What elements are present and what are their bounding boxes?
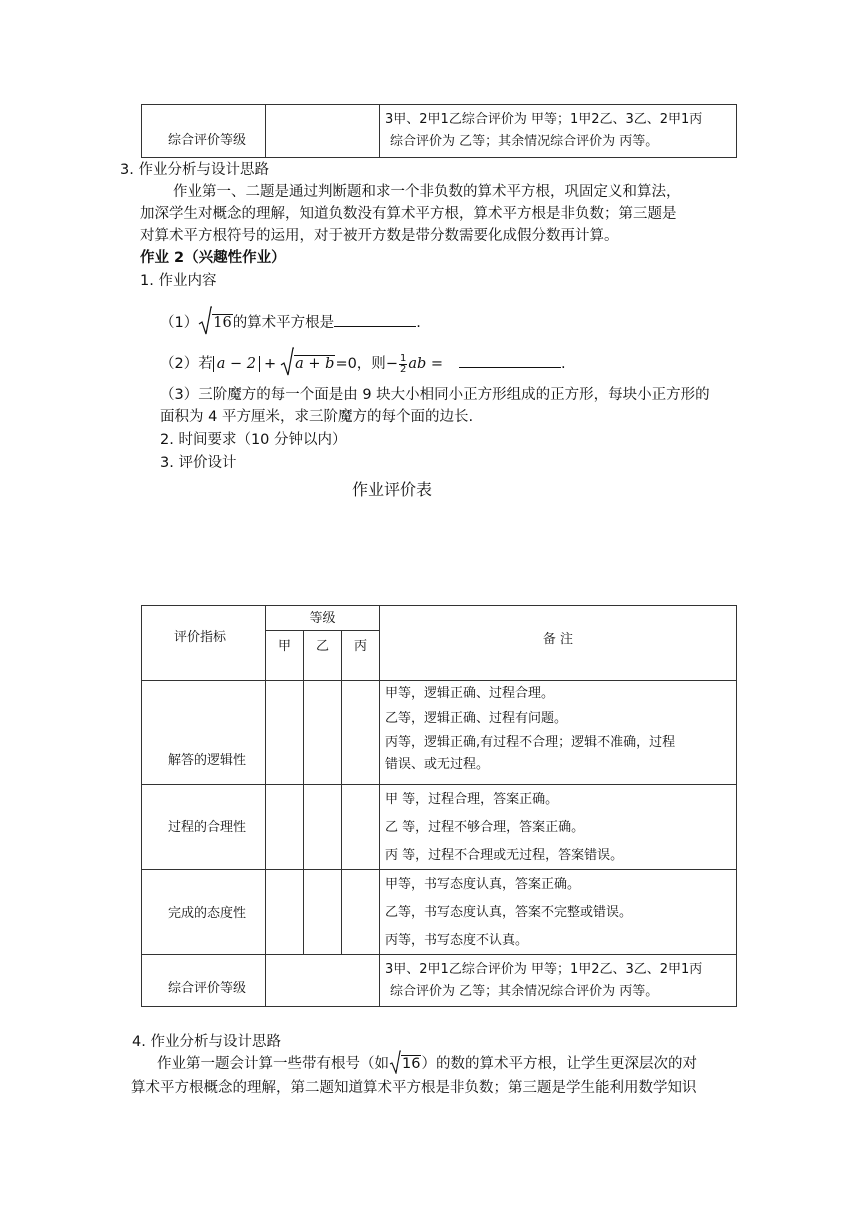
sqrt-sign-icon [280,347,294,377]
section3-heading: 3. 作业分析与设计思路 [120,162,269,178]
row2-grade-b[interactable] [304,785,342,870]
top-table-empty-cell [266,105,380,158]
section3-para-line1: 作业第一、二题是通过判断题和求一个非负数的算术平方根，巩固定义和算法， [173,184,681,200]
row3-note2: 乙等，书写态度认真，答案不完整或错误。 [385,905,633,920]
q2-abs-expression: a − 2 [213,356,260,372]
top-table-note-cell [380,105,737,158]
row4-grade-merged[interactable] [266,955,380,1007]
row2-grade-a[interactable] [266,785,304,870]
grade-a-label: 甲 [277,639,291,654]
table-title: 作业评价表 [352,480,433,499]
row1-note1: 甲等，逻辑正确、过程合理。 [385,686,555,701]
hw2-content-heading: 1. 作业内容 [140,273,217,289]
row2-grade-c[interactable] [342,785,380,870]
q2-sqrt [280,347,335,379]
q3-line1: （3）三阶魔方的每一个面是由 9 块大小相同小正方形组成的正方形，每块小正方形的 [160,387,710,403]
section4-para-line2: 算术平方根概念的理解，第二题知道算术平方根是非负数；第三题是学生能利用数学知识 [131,1080,697,1096]
section3-para-line2: 加深学生对概念的理解，知道负数没有算术平方根，算术平方根是非负数；第三题是 [140,206,677,222]
top-table-note-line1: 3甲、2甲1乙综合评价为 甲等；1甲2乙、3乙、2甲1丙 [385,112,703,127]
row3-note3: 丙等，书写态度不认真。 [385,933,529,948]
header-level: 等级 [309,611,336,626]
q2-fraction-num: 1 [399,352,407,364]
sqrt-sign-icon [389,1050,401,1074]
grade-col-b [304,631,342,681]
question-1 [160,306,421,336]
q1-sqrt [198,306,232,337]
row2-note1: 甲 等，过程合理，答案正确。 [385,792,559,807]
q1-end: . [416,315,421,331]
row1-note3: 丙等，逻辑正确,有过程不合理；逻辑不准确，过程 [385,735,676,750]
q3-line2: 面积为 4 平方厘米，求三阶魔方的每个面的边长. [160,409,474,425]
row4-label: 综合评价等级 [168,981,247,996]
q1-prefix: （1） [160,315,199,331]
header-note-cell [380,606,737,681]
header-note: 备 注 [542,632,574,647]
q2-neg: − [385,356,398,372]
q2-answer-blank[interactable] [459,351,561,368]
q1-answer-blank[interactable] [334,310,416,327]
section4-sqrt [389,1050,421,1078]
row4-note-cell [380,955,737,1007]
top-table-label-cell [142,105,266,158]
row1-grade-c[interactable] [342,681,380,785]
question-2 [160,347,566,379]
section4-para-line1 [157,1050,697,1078]
q2-prefix: （2）若 [160,356,213,372]
top-table-label: 综合评价等级 [168,133,247,148]
evaluation-table [141,605,737,1007]
row2-note3: 丙 等，过程不合理或无过程，答案错误。 [385,848,624,863]
sqrt-sign-icon [198,306,212,336]
hw2-title: 作业 2（兴趣性作业） [140,250,286,266]
q2-fraction-den: 2 [399,363,407,375]
row2-label: 过程的合理性 [168,820,247,835]
grade-col-a [266,631,304,681]
row4-label-cell [142,955,266,1007]
q2-eq0: =0，则 [335,356,386,372]
top-evaluation-table [141,104,737,158]
q2-fraction [399,354,407,375]
row3-grade-c[interactable] [342,870,380,955]
header-level-cell [266,606,380,631]
row1-grade-b[interactable] [304,681,342,785]
q2-ab: ab = [408,356,444,372]
time-requirement: 2. 时间要求（10 分钟以内） [160,432,347,448]
q1-text: 的算术平方根是 [232,315,335,331]
row3-label: 完成的态度性 [168,906,247,921]
q1-radicand: 16 [213,315,232,331]
row2-note2: 乙 等，过程不够合理，答案正确。 [385,820,585,835]
section3-para-line3: 对算术平方根符号的运用，对于被开方数是带分数需要化成假分数再计算。 [140,228,619,244]
q2-end: . [561,356,566,372]
row4-note1: 3甲、2甲1乙综合评价为 甲等；1甲2乙、3乙、2甲1丙 [385,962,703,977]
row3-note-cell [380,870,737,955]
evaluation-design: 3. 评价设计 [160,455,237,471]
grade-c-label: 丙 [353,639,367,654]
q2-radicand: a + b [295,356,335,372]
row3-grade-a[interactable] [266,870,304,955]
row2-note-cell [380,785,737,870]
section4-heading: 4. 作业分析与设计思路 [132,1034,281,1050]
header-indicator-cell [142,606,266,681]
row1-label: 解答的逻辑性 [168,753,247,768]
row1-grade-a[interactable] [266,681,304,785]
row2-label-cell [142,785,266,870]
q2-plus: + [263,356,277,372]
row1-note4: 错误、或无过程。 [385,757,490,772]
header-indicator: 评价指标 [174,630,227,645]
grade-col-c [342,631,380,681]
top-table-note-line2: 综合评价为 乙等；其余情况综合评价为 丙等。 [390,134,659,149]
row3-grade-b[interactable] [304,870,342,955]
section4-para-line1-b: ）的数的算术平方根，让学生更深层次的对 [421,1056,697,1072]
row3-note1: 甲等，书写态度认真，答案正确。 [385,877,581,892]
row4-note2: 综合评价为 乙等；其余情况综合评价为 丙等。 [390,984,659,999]
row3-label-cell [142,870,266,955]
section4-radicand: 16 [402,1056,421,1072]
row1-label-cell [142,681,266,785]
row1-note2: 乙等，逻辑正确、过程有问题。 [385,711,568,726]
grade-b-label: 乙 [315,639,329,654]
row1-note-cell [380,681,737,785]
section4-para-line1-a: 作业第一题会计算一些带有根号（如 [157,1056,389,1072]
